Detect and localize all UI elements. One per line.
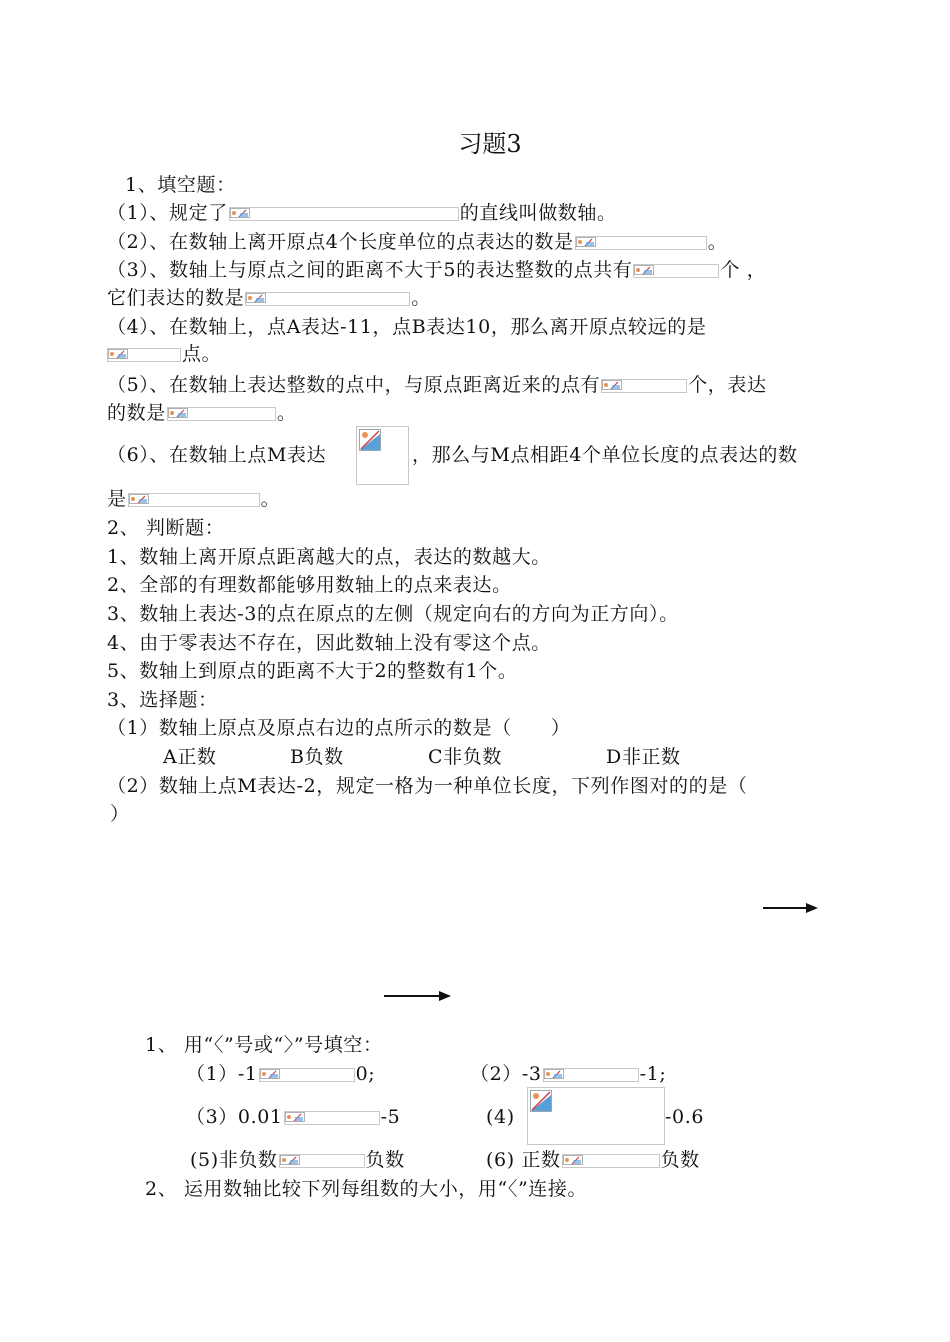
c5-pre: (5)非负数 [190, 1149, 278, 1171]
option-a: A正数 [163, 746, 217, 768]
compare-item-3 [186, 1105, 400, 1129]
broken-image-icon [168, 408, 188, 418]
broken-image-icon [576, 237, 596, 247]
fill-question-6-pre: （6）、在数轴上点M表达 [107, 444, 327, 466]
q1-post: 的直线叫做数轴。 [459, 202, 617, 224]
fill-question-1 [107, 201, 617, 225]
compare-item-2 [470, 1062, 666, 1086]
page-title: 习题3 [458, 130, 522, 158]
choice-question-2: （2）数轴上点M表达-2，规定一格为一种单位长度，下列作图对的的是（ [107, 775, 748, 797]
option-d: D非正数 [606, 746, 681, 768]
broken-image-icon [359, 429, 381, 451]
broken-image-icon [530, 1090, 552, 1112]
broken-image-icon [602, 380, 622, 390]
fill-question-6-line2 [107, 487, 280, 511]
fill-question-4: （4）、在数轴上，点A表达-11，点B表达10，那么离开原点较远的是 [107, 316, 707, 338]
answer-blank[interactable] [562, 1154, 660, 1168]
c5-post: 负数 [365, 1149, 405, 1171]
fill-question-4-line2 [107, 342, 221, 366]
q3-line2-post: 。 [411, 287, 431, 309]
fill-question-2 [107, 230, 727, 254]
compare-item-6 [486, 1148, 700, 1172]
q2-pre: （2）、在数轴上离开原点4个长度单位的点表达的数是 [107, 231, 574, 253]
image-placeholder [356, 426, 409, 485]
c1-pre: （1）-1 [186, 1063, 258, 1085]
option-b: B负数 [290, 746, 344, 768]
compare-item-4-post: -0.6 [665, 1106, 705, 1128]
fill-question-3-line2 [107, 286, 431, 310]
answer-blank[interactable] [107, 348, 181, 362]
number-line-arrow [383, 988, 453, 1004]
q3-mid: 个 ， [720, 259, 767, 281]
q5-mid: 个，表达 [688, 374, 767, 396]
answer-blank[interactable] [167, 407, 276, 421]
q5-line2-pre: 的数是 [107, 402, 166, 424]
q1-pre: （1）、规定了 [107, 202, 228, 224]
compare-item-4-pre: (4) [486, 1106, 515, 1128]
answer-blank[interactable] [284, 1111, 380, 1125]
broken-image-icon [108, 349, 128, 359]
judge-item-1: 1、数轴上离开原点距离越大的点，表达的数越大。 [107, 546, 551, 568]
answer-blank[interactable] [279, 1154, 365, 1168]
broken-image-icon [260, 1069, 280, 1079]
c3-pre: （3）0.01 [186, 1106, 283, 1128]
answer-blank[interactable] [543, 1068, 639, 1082]
fill-question-5-line2 [107, 401, 296, 425]
answer-blank[interactable] [633, 264, 719, 278]
broken-image-icon [230, 208, 250, 218]
q2-post: 。 [707, 231, 728, 253]
q6-line2-post: 。 [260, 488, 281, 510]
broken-image-icon [280, 1155, 300, 1165]
section3-heading: 3、选择题： [107, 689, 218, 711]
broken-image-icon [544, 1069, 564, 1079]
answer-blank[interactable] [601, 379, 687, 393]
answer-blank[interactable] [128, 493, 260, 507]
fill-question-6-post: ，那么与M点相距4个单位长度的点表达的数 [412, 444, 798, 466]
q3-line2-pre: 它们表达的数是 [107, 287, 245, 309]
c2-post: -1; [639, 1063, 667, 1085]
compare-item-1 [186, 1062, 375, 1086]
judge-item-4: 4、由于零表达不存在，因此数轴上没有零这个点。 [107, 632, 551, 654]
c1-post: 0; [355, 1063, 376, 1085]
answer-blank[interactable] [259, 1068, 355, 1082]
compare-heading: 1、 用“〈”号或“〉”号填空： [145, 1034, 383, 1056]
choice-question-1: （1）数轴上原点及原点右边的点所示的数是（ ） [107, 717, 571, 739]
q5-line2-post: 。 [276, 402, 297, 424]
broken-image-icon [129, 494, 149, 504]
fill-question-3 [107, 258, 766, 282]
broken-image-icon [563, 1155, 583, 1165]
section2-heading: 2、 判断题： [107, 517, 225, 539]
broken-image-icon [285, 1112, 305, 1122]
judge-item-3: 3、数轴上表达-3的点在原点的左侧（规定向右的方向为正方向）。 [107, 603, 679, 625]
broken-image-icon [634, 265, 654, 275]
answer-blank[interactable] [575, 236, 707, 250]
c6-post: 负数 [660, 1149, 700, 1171]
compare-item-5 [190, 1148, 405, 1172]
judge-item-2: 2、全部的有理数都能够用数轴上的点来表达。 [107, 574, 512, 596]
q6-line2-pre: 是 [107, 488, 127, 510]
q5-pre: （5）、在数轴上表达整数的点中，与原点距离近来的点有 [107, 374, 601, 396]
choice-question-2-line2: ） [110, 803, 130, 825]
fill-question-5 [107, 373, 767, 397]
answer-blank[interactable] [245, 292, 410, 306]
c2-pre: （2）-3 [470, 1063, 542, 1085]
number-line-heading: 2、 运用数轴比较下列每组数的大小，用“〈”连接。 [145, 1178, 588, 1200]
c6-pre: (6) 正数 [486, 1149, 561, 1171]
q4-line2-post: 点。 [182, 343, 222, 365]
image-placeholder [527, 1087, 665, 1145]
section1-heading: 1、填空题： [125, 174, 236, 196]
number-line-arrow [762, 900, 820, 916]
answer-blank[interactable] [229, 207, 459, 221]
broken-image-icon [246, 293, 266, 303]
c3-post: -5 [380, 1106, 401, 1128]
judge-item-5: 5、数轴上到原点的距离不大于2的整数有1个。 [107, 660, 518, 682]
option-c: C非负数 [428, 746, 502, 768]
q3-pre: （3）、数轴上与原点之间的距离不大于5的表达整数的点共有 [107, 259, 633, 281]
